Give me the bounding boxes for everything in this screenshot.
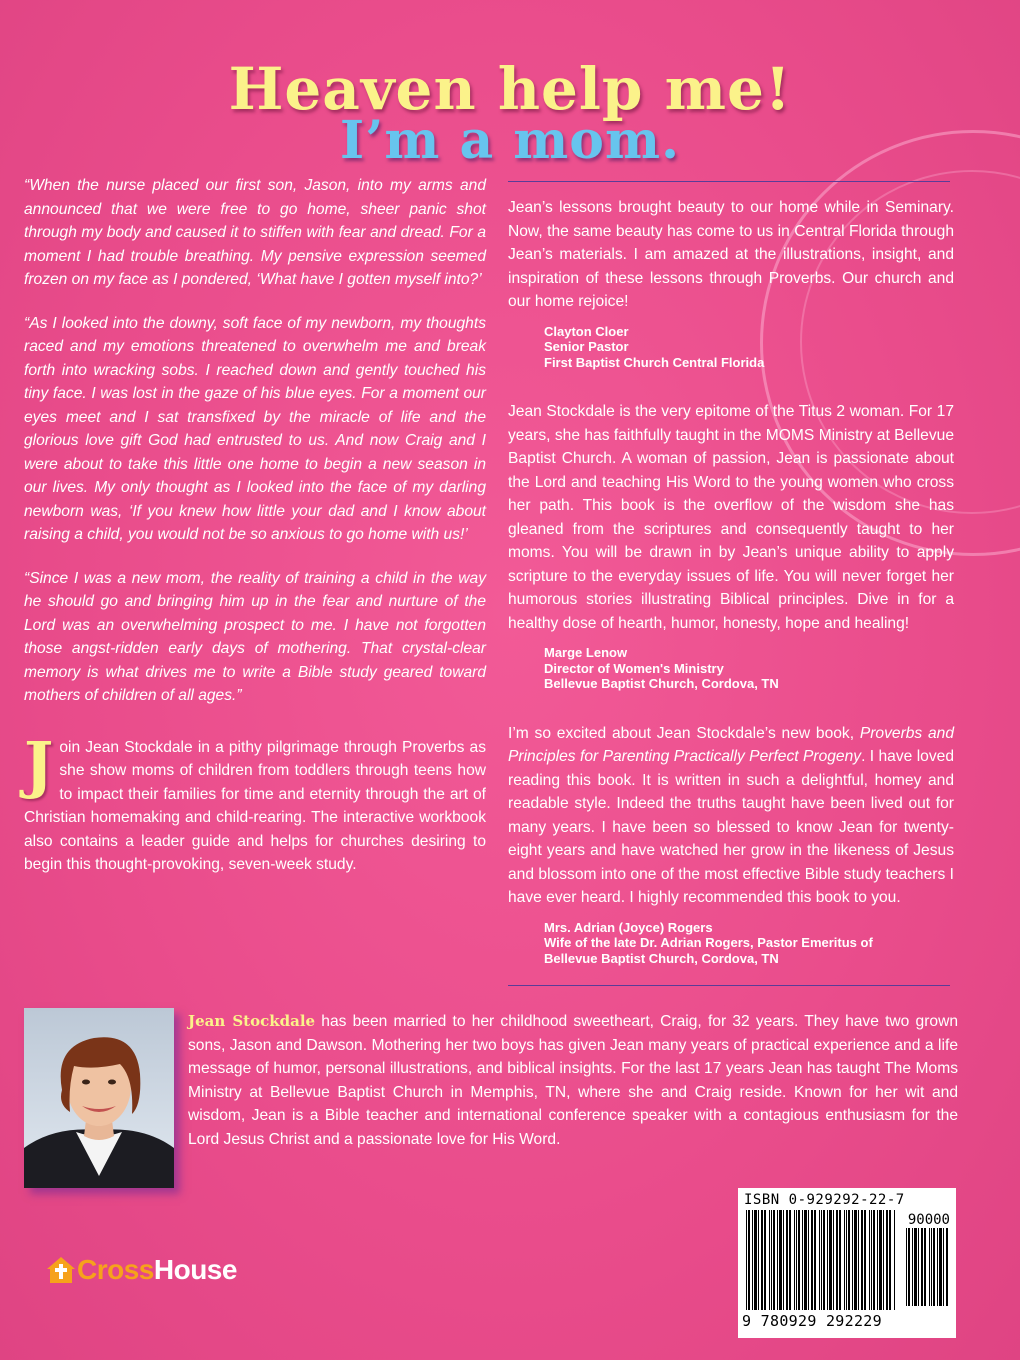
author-bio-name: Jean Stockdale bbox=[188, 1012, 316, 1030]
author-bio bbox=[188, 1010, 958, 1151]
endorsement-1-name: Clayton Cloer bbox=[544, 323, 629, 339]
author-quote-2: “As I looked into the downy, soft face of my newborn, my thoughts raced and my emotions threatened to overwhelm me and break forth into wracking sobs. I reached down and gently touched his tiny face. I was lost in the gaze of his blue eyes. For a moment our eyes meet and I sat transfixed by the miracle of life and the glorious love gift God had entrusted to us. And now Craig and I were about to take this little one home to begin a new season in our lives. My only thought as I looked into the face of my darling newborn was, ‘If you knew how little your dad and I know about raising a child, you would not be so anxious to go home with us!’ bbox=[24, 314, 486, 543]
author-quote-1: “When the nurse placed our first son, Jason, into my arms and announced that we were free to go home, sheer panic shot through my body and caused it to stiffen with fear and dread. For a moment I had trouble breathing. My pensive expression seemed frozen on my face as I pondered, ‘What have I gotten myself into?’ bbox=[24, 177, 486, 288]
endorsement-1-attribution bbox=[544, 324, 954, 371]
title-line-1: Heaven help me! bbox=[228, 55, 792, 123]
endorsement-3-text bbox=[508, 722, 954, 910]
endorsement-1-role: Senior Pastor bbox=[544, 339, 629, 354]
left-column bbox=[24, 174, 486, 877]
endorsements-column bbox=[508, 196, 954, 996]
author-quote-3: “Since I was a new mom, the reality of training a child in the way he should go and bringing him up in the fear and nurture of the Lord was an overwhelming prospect to me. I have not forgotten those angst-ridden early days of mothering. That crystal-clear memory is what drives me to write a Bible study geared toward mothers of children of all ages.” bbox=[24, 569, 486, 704]
endorsement-2-text: Jean Stockdale is the very epitome of the Titus 2 woman. For 17 years, she has faithfully taught in the MOMS Ministry at Bellevue Baptist Church. A woman of passion, Jean is passionate about the Lord and teaching His Word to the young women who cross her path. This book is the overflow of the wisdom she has gleaned from the scriptures and consequently taught to her moms. You will be drawn in by Jean’s unique ability to apply scripture to the everyday issues of life. You will never forget her humorous stories illustrating Biblical principles. Dive in for a healthy dose of hearth, humor, honesty, hope and healing! bbox=[508, 403, 954, 632]
publisher-name-house: House bbox=[153, 1254, 237, 1285]
endorsement-3-org: Bellevue Baptist Church, Cordova, TN bbox=[544, 950, 779, 966]
endorsement-2-org: Bellevue Baptist Church, Cordova, TN bbox=[544, 676, 779, 691]
endorsement-3-book-title: Proverbs and Principles for Parenting Practically Perfect Progeny bbox=[508, 724, 955, 765]
isbn-number: ISBN 0-929292-22-7 bbox=[744, 1192, 905, 1208]
endorsement-3-text-before: I’m so excited about Jean Stockdale’s new book, bbox=[508, 724, 860, 742]
endorsement-2-name: Marge Lenow bbox=[544, 645, 628, 660]
house-cross-icon bbox=[45, 1255, 77, 1285]
book-description-text: oin Jean Stockdale in a pithy pilgrimage through Proverbs as she show moms of children from toddlers through teens how to impact their families for time and eternity through the art of Christian homemaking and child-rearing. The interactive workbook also contains a leader guide and helps for churches desiring to begin this thought-provoking, seven-week study. bbox=[24, 738, 486, 873]
ean-barcode-bars bbox=[746, 1210, 898, 1312]
title-line-2: I’m a mom. bbox=[339, 110, 681, 171]
price-barcode-bars bbox=[906, 1228, 950, 1308]
endorsement-3-name: Mrs. Adrian (Joyce) Rogers bbox=[544, 919, 713, 935]
endorsement-3-attribution bbox=[544, 920, 954, 967]
book-description bbox=[24, 727, 486, 877]
publisher-name-cross: Cross bbox=[77, 1254, 154, 1285]
ean-number: 9 780929 292229 bbox=[742, 1312, 882, 1330]
endorsement-2-attribution bbox=[544, 645, 954, 692]
isbn-barcode bbox=[738, 1188, 956, 1338]
author-photo bbox=[24, 1008, 174, 1188]
endorsement-1-text: Jean’s lessons brought beauty to our home while in Seminary. Now, the same beauty has come to us in Central Florida through Jean’s materials. I am amazed at the illustrations, insight, and inspiration of these lessons through Proverbs. Our church and our home rejoice! bbox=[508, 199, 954, 310]
endorsement-1-org: First Baptist Church Central Florida bbox=[544, 354, 765, 370]
divider-top bbox=[508, 181, 950, 182]
endorsement-3-role: Wife of the late Dr. Adrian Rogers, Pastor Emeritus of bbox=[544, 935, 873, 950]
author-bio-text: has been married to her childhood sweetheart, Craig, for 32 years. They have two grown sons, Jason and Dawson. Mothering her two boys has given Jean many years of practical experience and a life message of humor, personal illustrations, and biblical insights. For the last 17 years Jean has taught The Moms Ministry at Bellevue Baptist Church in Memphis, TN, where she and Craig reside. Known for her wit and wisdom, Jean is a Bible teacher and international conference speaker with a contagious enthusiasm for the Lord Jesus Christ and a passionate love for His Word. bbox=[188, 1013, 958, 1148]
publisher-logo bbox=[45, 1254, 237, 1286]
endorsement-3-text-after: . I have loved reading this book. It is written in such a delightful, homey and readable style. Indeed the truths taught have been lived out for many years. I have been so blessed to know Jean for twenty-eight years and have watched her grow in the likeness of Jesus and blossom into one of the most effective Bible study teachers I have ever heard. I highly recommended this book to you. bbox=[508, 748, 954, 906]
price-code: 90000 bbox=[907, 1212, 950, 1228]
endorsement-2-role: Director of Women's Ministry bbox=[544, 660, 724, 676]
author-portrait-illustration bbox=[24, 1008, 174, 1188]
publisher-name bbox=[77, 1254, 237, 1286]
drop-cap-letter: J bbox=[24, 727, 54, 801]
